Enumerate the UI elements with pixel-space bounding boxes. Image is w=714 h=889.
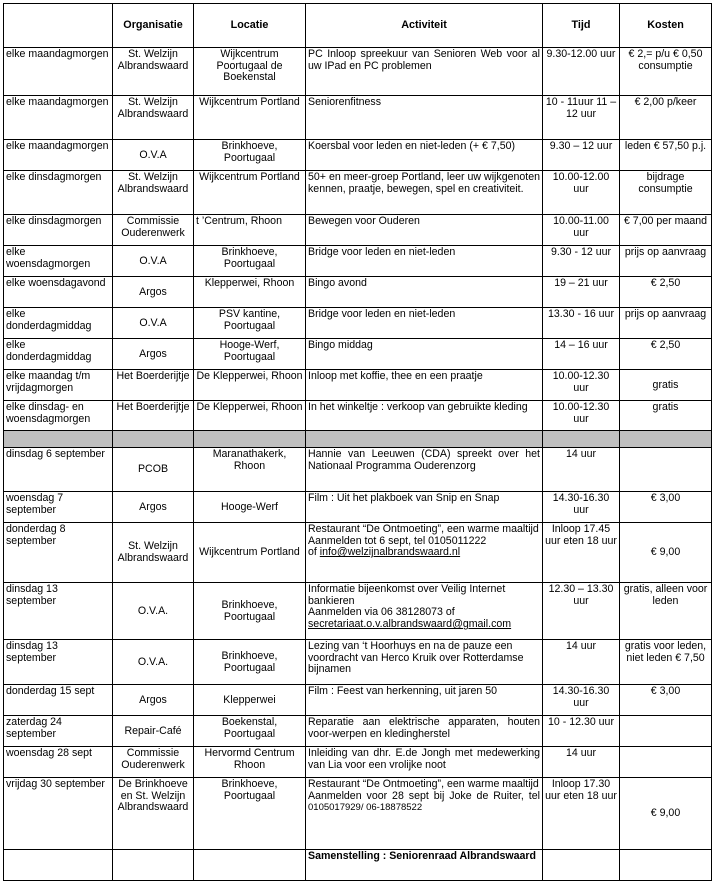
- table-row: [4, 492, 712, 523]
- cell-org: Argos: [113, 685, 194, 716]
- footer-cell: [4, 850, 113, 881]
- cell-loc: Brinkhoeve, Poortugaal: [194, 583, 306, 640]
- cell-when: elke donderdagmiddag: [4, 308, 113, 339]
- act-line: Lezing van ‘t Hoorhuys en na de pauze een voordracht van Herco Kruik over Rotterdamse bijnamen: [308, 640, 524, 676]
- cell-when: elke dinsdagmorgen: [4, 171, 113, 215]
- cell-loc: Brinkhoeve, Poortugaal: [194, 778, 306, 850]
- cell-time: 19 – 21 uur: [543, 277, 620, 308]
- cell-org: Commissie Ouderenwerk: [113, 215, 194, 246]
- table-row: [4, 523, 712, 583]
- cell-act: In het winkeltje : verkoop van gebruikte kleding: [306, 401, 543, 431]
- cell-when: donderdag 15 sept: [4, 685, 113, 716]
- cell-when: dinsdag 6 september: [4, 448, 113, 492]
- header-locatie: Locatie: [194, 4, 306, 48]
- cell-loc: PSV kantine, Poortugaal: [194, 308, 306, 339]
- cell-cost: € 9,00: [620, 523, 712, 583]
- table-row: [4, 140, 712, 171]
- cell-loc: Wijkcentrum Portland: [194, 171, 306, 215]
- cell-cost: € 2,00 p/keer: [620, 96, 712, 140]
- header-kosten: Kosten: [620, 4, 712, 48]
- cell-time: 9.30 - 12 uur: [543, 246, 620, 277]
- cell-when: elke woensdagavond: [4, 277, 113, 308]
- cell-cost: gratis voor leden, niet leden € 7,50: [620, 640, 712, 685]
- header-row: [4, 4, 712, 48]
- cell-cost: prijs op aanvraag: [620, 308, 712, 339]
- cell-when: elke maandagmorgen: [4, 140, 113, 171]
- act-line: Restaurant “De Ontmoeting”, een warme maaltijd: [308, 523, 539, 535]
- cell-when: elke dinsdagmorgen: [4, 215, 113, 246]
- cell-loc: Brinkhoeve, Poortugaal: [194, 640, 306, 685]
- cell-org: O.V.A: [113, 140, 194, 171]
- act-line: Hannie van Leeuwen (CDA) spreekt over het Nationaal Programma Ouderenzorg: [308, 448, 540, 472]
- cell-when: elke maandagmorgen: [4, 48, 113, 96]
- act-line: Aanmelden via 06 38128073 of: [308, 606, 455, 619]
- cell-when: woensdag 7 september: [4, 492, 113, 523]
- cell-loc: Wijkcentrum Poortugaal de Boekenstal: [194, 48, 306, 96]
- cell-org: Commissie Ouderenwerk: [113, 747, 194, 778]
- table-row: [4, 215, 712, 246]
- table-row: [4, 583, 712, 640]
- cell-cost: leden € 57,50 p.j.: [620, 140, 712, 171]
- cell-time: 14 uur: [543, 640, 620, 685]
- cell-cost: bijdrage consumptie: [620, 171, 712, 215]
- cell-org: St. Welzijn Albrandswaard: [113, 523, 194, 583]
- header-activiteit: Activiteit: [306, 4, 543, 48]
- cell-loc: De Klepperwei, Rhoon: [194, 401, 306, 431]
- cell-loc: Brinkhoeve, Poortugaal: [194, 140, 306, 171]
- cell-act: Bewegen voor Ouderen: [306, 215, 543, 246]
- cell-time: 10.00-12.00 uur: [543, 171, 620, 215]
- cell-act: [306, 492, 543, 523]
- activity-schedule-table: [3, 3, 712, 881]
- footer-cell: [620, 850, 712, 881]
- cell-org: O.V.A: [113, 246, 194, 277]
- cell-loc: Klepperwei, Rhoon: [194, 277, 306, 308]
- cell-act: [306, 747, 543, 778]
- cell-time: 10.00-12.30 uur: [543, 370, 620, 401]
- cell-loc: Wijkcentrum Portland: [194, 96, 306, 140]
- cell-act: Inloop met koffie, thee en een praatje: [306, 370, 543, 401]
- cell-act: [306, 523, 543, 583]
- cell-cost: € 3,00: [620, 685, 712, 716]
- cell-loc: Maranathakerk, Rhoon: [194, 448, 306, 492]
- table-row: [4, 370, 712, 401]
- cell-when: elke dinsdag- en woensdagmorgen: [4, 401, 113, 431]
- cell-cost: € 9,00: [620, 778, 712, 850]
- table-row: [4, 448, 712, 492]
- table-row: [4, 171, 712, 215]
- cell-org: Repair-Café: [113, 716, 194, 747]
- cell-time: 14.30-16.30 uur: [543, 492, 620, 523]
- cell-org: St. Welzijn Albrandswaard: [113, 171, 194, 215]
- act-line: [308, 791, 540, 814]
- cell-time: 10.00-11.00 uur: [543, 215, 620, 246]
- act-line: Aanmelden tot 6 sept, tel 0105011222: [308, 534, 487, 547]
- cell-cost: prijs op aanvraag: [620, 246, 712, 277]
- cell-org: Het Boerderijtje: [113, 401, 194, 431]
- cell-when: elke maandag t/m vrijdagmorgen: [4, 370, 113, 401]
- separator-cell: [113, 431, 194, 448]
- cell-cost: € 7,00 per maand: [620, 215, 712, 246]
- footer-credit: Samenstelling : Seniorenraad Albrandswaard: [306, 850, 543, 881]
- cell-cost: € 2,50: [620, 277, 712, 308]
- act-line: Film : Uit het plakboek van Snip en Snap: [308, 492, 500, 504]
- schedule-table-wrapper: [3, 3, 712, 881]
- weekly-activities: [4, 48, 712, 448]
- act-line: Informatie bijeenkomst over Veilig Internet bankieren: [308, 583, 506, 607]
- cell-time: 14 uur: [543, 448, 620, 492]
- cell-cost: € 2,= p/u € 0,50 consumptie: [620, 48, 712, 96]
- cell-loc: Hooge-Werf, Poortugaal: [194, 339, 306, 370]
- cell-when: elke woensdagmorgen: [4, 246, 113, 277]
- header-date: [4, 4, 113, 48]
- act-line-text: Aanmelden voor 28 sept bij Joke de Ruiter, tel: [308, 789, 540, 802]
- cell-time: 14.30-16.30 uur: [543, 685, 620, 716]
- cell-cost: [620, 448, 712, 492]
- cell-time: 14 – 16 uur: [543, 339, 620, 370]
- header-organisatie: Organisatie: [113, 4, 194, 48]
- cell-act: [306, 640, 543, 685]
- act-prefix: of: [308, 546, 320, 559]
- separator-cell: [306, 431, 543, 448]
- table-row: [4, 246, 712, 277]
- cell-time: 10 - 12.30 uur: [543, 716, 620, 747]
- cell-org: O.V.A.: [113, 640, 194, 685]
- act-line: [308, 547, 540, 559]
- cell-org: St. Welzijn Albrandswaard: [113, 96, 194, 140]
- table-row: [4, 685, 712, 716]
- cell-time: 13.30 - 16 uur: [543, 308, 620, 339]
- cell-loc: Brinkhoeve, Poortugaal: [194, 246, 306, 277]
- header-tijd: Tijd: [543, 4, 620, 48]
- cell-act: [306, 685, 543, 716]
- cell-cost: [620, 716, 712, 747]
- act-line: Film : Feest van herkenning, uit jaren 50: [308, 685, 498, 697]
- cell-loc: Klepperwei: [194, 685, 306, 716]
- cell-act: Bridge voor leden en niet-leden: [306, 308, 543, 339]
- cell-cost: gratis, alleen voor leden: [620, 583, 712, 640]
- cell-when: donderdag 8 september: [4, 523, 113, 583]
- cell-act: [306, 448, 543, 492]
- act-line: Restaurant “De Ontmoeting”, een warme maaltijd: [308, 778, 539, 790]
- separator-row: [4, 431, 712, 448]
- cell-loc: Wijkcentrum Portland: [194, 523, 306, 583]
- cell-time: 9.30-12.00 uur: [543, 48, 620, 96]
- table-row: [4, 778, 712, 850]
- cell-cost: [620, 747, 712, 778]
- cell-org: Argos: [113, 277, 194, 308]
- table-row: [4, 48, 712, 96]
- table-row: [4, 96, 712, 140]
- cell-act: PC Inloop spreekuur van Senioren Web voor al uw IPad en PC problemen: [306, 48, 543, 96]
- cell-org: St. Welzijn Albrandswaard: [113, 48, 194, 96]
- separator-cell: [543, 431, 620, 448]
- cell-time: Inloop 17.30 uur eten 18 uur: [543, 778, 620, 850]
- cell-cost: € 3,00: [620, 492, 712, 523]
- cell-org: O.V.A: [113, 308, 194, 339]
- act-line: [308, 619, 540, 631]
- separator-cell: [4, 431, 113, 448]
- cell-time: 14 uur: [543, 747, 620, 778]
- cell-act: [306, 583, 543, 640]
- separator-cell: [194, 431, 306, 448]
- cell-loc: Hervormd Centrum Rhoon: [194, 747, 306, 778]
- footer-cell: [543, 850, 620, 881]
- table-row: [4, 747, 712, 778]
- cell-when: woensdag 28 sept: [4, 747, 113, 778]
- cell-time: 12.30 – 13.30 uur: [543, 583, 620, 640]
- cell-time: Inloop 17.45 uur eten 18 uur: [543, 523, 620, 583]
- table-row: [4, 401, 712, 431]
- cell-when: dinsdag 13 september: [4, 583, 113, 640]
- footer-row: [4, 850, 712, 881]
- cell-act: Bridge voor leden en niet-leden: [306, 246, 543, 277]
- cell-loc: Hooge-Werf: [194, 492, 306, 523]
- cell-act: [306, 778, 543, 850]
- table-row: [4, 716, 712, 747]
- cell-loc: De Klepperwei, Rhoon: [194, 370, 306, 401]
- cell-org: Het Boerderijtje: [113, 370, 194, 401]
- cell-act: 50+ en meer-groep Portland, leer uw wijkgenoten kennen, praatje, bewegen, spel en creativiteit.: [306, 171, 543, 215]
- cell-org: O.V.A.: [113, 583, 194, 640]
- footer-cell: [194, 850, 306, 881]
- footer-cell: [113, 850, 194, 881]
- table-row: [4, 640, 712, 685]
- table-row: [4, 339, 712, 370]
- cell-time: 10.00-12.30 uur: [543, 401, 620, 431]
- table-row: [4, 277, 712, 308]
- separator-cell: [620, 431, 712, 448]
- cell-when: zaterdag 24 september: [4, 716, 113, 747]
- cell-when: vrijdag 30 september: [4, 778, 113, 850]
- cell-act: Seniorenfitness: [306, 96, 543, 140]
- cell-org: Argos: [113, 492, 194, 523]
- act-line: Reparatie aan elektrische apparaten, houten voor-werpen en kledingherstel: [308, 716, 540, 740]
- cell-org: PCOB: [113, 448, 194, 492]
- cell-act: Bingo middag: [306, 339, 543, 370]
- cell-act: Koersbal voor leden en niet-leden (+ € 7,50): [306, 140, 543, 171]
- act-line: Inleiding van dhr. E.de Jongh met medewerking van Lia voor een vrolijke noot: [308, 747, 540, 771]
- email-link[interactable]: secretariaat.o.v.albrandswaard@gmail.com: [308, 618, 512, 631]
- cell-time: 9.30 – 12 uur: [543, 140, 620, 171]
- cell-cost: gratis: [620, 401, 712, 431]
- cell-when: dinsdag 13 september: [4, 640, 113, 685]
- cell-cost: € 2,50: [620, 339, 712, 370]
- email-link[interactable]: info@welzijnalbrandswaard.nl: [319, 546, 461, 559]
- cell-when: elke donderdagmiddag: [4, 339, 113, 370]
- table-row: [4, 308, 712, 339]
- cell-act: [306, 716, 543, 747]
- cell-loc: Boekenstal, Poortugaal: [194, 716, 306, 747]
- cell-act: Bingo avond: [306, 277, 543, 308]
- phone-numbers: 0105017929/ 06-18878522: [308, 802, 423, 814]
- dated-events: [4, 448, 712, 881]
- cell-cost: gratis: [620, 370, 712, 401]
- cell-org: De Brinkhoeve en St. Welzijn Albrandswaard: [113, 778, 194, 850]
- cell-loc: t ’Centrum, Rhoon: [194, 215, 306, 246]
- cell-time: 10 - 11uur 11 – 12 uur: [543, 96, 620, 140]
- cell-org: Argos: [113, 339, 194, 370]
- cell-when: elke maandagmorgen: [4, 96, 113, 140]
